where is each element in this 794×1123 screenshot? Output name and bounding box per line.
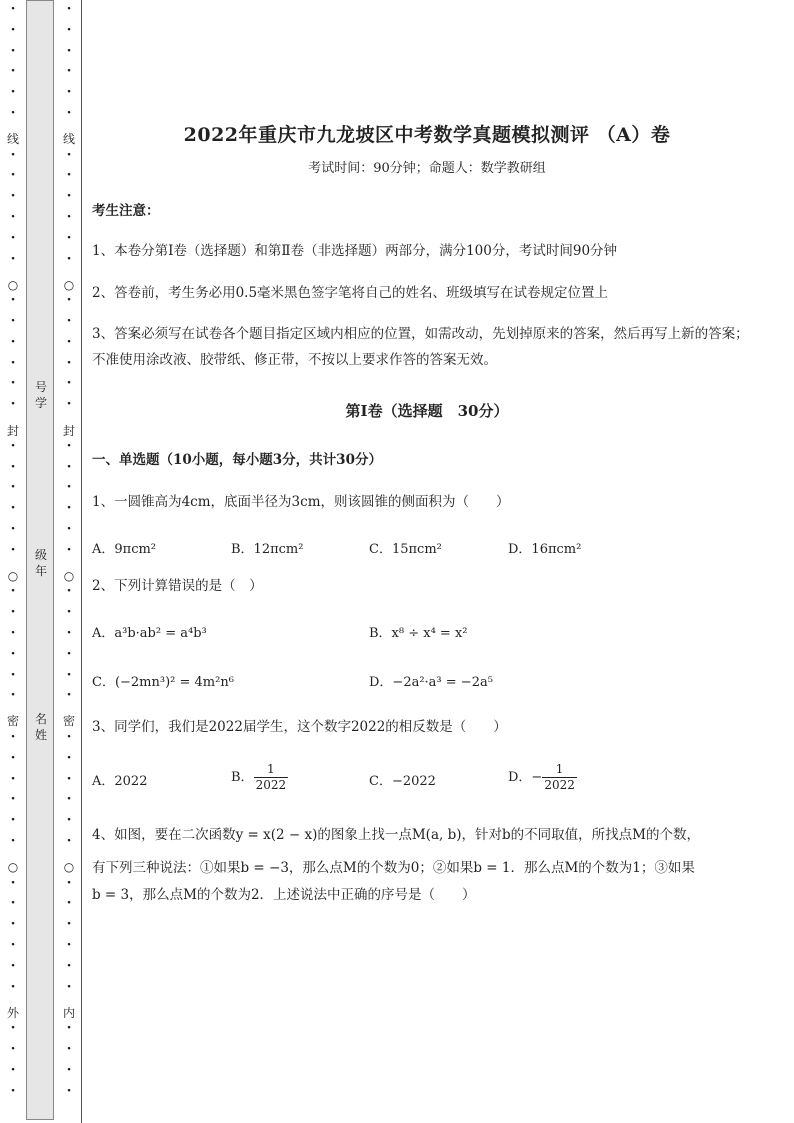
binding-dot: · (10, 874, 16, 891)
binding-dot: · (10, 229, 16, 246)
question-4-line-1: 4、如图，要在二次函数y = x(2 − x)的图象上找一点M(a, b)，针对b的不同取值，所找点M的个数， (92, 827, 700, 843)
binding-dot: · (10, 625, 16, 641)
binding-dot: · (66, 188, 72, 205)
binding-dot: · (66, 770, 72, 787)
binding-dot: · (10, 292, 16, 309)
binding-dot: · (66, 229, 72, 246)
binding-dot: · (10, 812, 16, 829)
binding-marker: ○ (63, 569, 75, 583)
q3-option-b (231, 762, 288, 793)
q1-option-b: B．12πcm² (231, 542, 304, 557)
fraction-denominator: 2022 (544, 778, 575, 792)
binding-marker: 封 (6, 424, 19, 438)
binding-dot: · (10, 354, 16, 371)
binding-dot: · (66, 812, 72, 829)
left-binding-margin (0, 0, 26, 1123)
binding-dot: · (66, 625, 72, 641)
binding-dot: · (10, 458, 16, 475)
question-3-stem: 3、同学们，我们是2022届学生，这个数字2022的相反数是（ ） (92, 719, 507, 735)
binding-dot: · (66, 292, 72, 309)
binding-dot: · (66, 375, 72, 392)
question-4-line-2: 有下列三种说法：①如果b = −3，那么点M的个数为0；②如果b = 1．那么点M的个数为1；③如果 (92, 860, 695, 876)
binding-dot: · (10, 687, 16, 704)
q2-option-c: C．(−2mn³)² = 4m²n⁶ (92, 675, 234, 690)
binding-dot: · (66, 729, 72, 745)
binding-dot: · (66, 749, 72, 766)
binding-dot: · (10, 521, 16, 537)
binding-dot: · (10, 209, 16, 225)
binding-dot: · (10, 1061, 16, 1078)
binding-dot: · (66, 895, 72, 912)
binding-dot: · (10, 604, 16, 621)
binding-dot: · (66, 209, 72, 225)
binding-dot: · (66, 645, 72, 662)
binding-dot: · (10, 437, 16, 454)
binding-dot: · (10, 1, 16, 17)
notice-item-2: 2、答卷前，考生务必用0.5毫米黑色签字笔将自己的姓名、班级填写在试卷规定位置上 (92, 285, 609, 301)
binding-dot: · (66, 458, 72, 475)
binding-dot: · (66, 916, 72, 933)
q2-option-a: A．a³b·ab² = a⁴b³ (92, 626, 207, 641)
binding-marker: 封 (62, 424, 75, 438)
binding-marker: ○ (7, 860, 19, 874)
q1-option-a: A．9πcm² (92, 542, 157, 557)
binding-dot: · (10, 583, 16, 600)
name-label: 名 姓 (34, 712, 47, 742)
binding-dot: · (10, 978, 16, 995)
q3-option-b-fraction (254, 762, 289, 793)
binding-dot: · (66, 146, 72, 163)
binding-dot: · (10, 396, 16, 413)
q3-option-d-label: D．− (508, 770, 543, 785)
binding-dot: · (66, 937, 72, 953)
binding-dot: · (10, 313, 16, 329)
student-number-label: 号 学 (34, 380, 47, 410)
notice-item-1: 1、本卷分第I卷（选择题）和第Ⅱ卷（非选择题）两部分，满分100分，考试时间90分钟 (92, 243, 618, 259)
binding-dot: · (10, 1041, 16, 1057)
q3-option-d (508, 762, 577, 793)
binding-dot: · (10, 375, 16, 392)
binding-dot: · (66, 396, 72, 413)
binding-dot: · (10, 84, 16, 101)
exam-subtitle: 考试时间：90分钟；命题人：数学教研组 (308, 161, 546, 176)
binding-marker: 线 (6, 132, 19, 146)
question-2-stem: 2、下列计算错误的是（ ） (92, 578, 263, 594)
question-4-line-3: b = 3，那么点M的个数为2．上述说法中正确的序号是（ ） (92, 887, 476, 903)
binding-dot: · (10, 500, 16, 517)
binding-dot: · (10, 42, 16, 59)
binding-dot: · (10, 666, 16, 683)
binding-dot: · (10, 833, 16, 849)
binding-marker: 密 (6, 714, 19, 728)
exam-title: 2022年重庆市九龙坡区中考数学真题模拟测评 （A）卷 (183, 124, 671, 146)
binding-dot: · (10, 895, 16, 912)
fraction-denominator: 2022 (255, 778, 287, 792)
binding-dot: · (66, 833, 72, 849)
binding-dot: · (10, 729, 16, 745)
binding-dot: · (66, 957, 72, 974)
binding-dot: · (66, 333, 72, 350)
binding-marker: ○ (63, 860, 75, 874)
binding-dot: · (66, 666, 72, 683)
binding-dot: · (10, 791, 16, 808)
binding-marker: ○ (7, 569, 19, 583)
binding-dot: · (10, 1020, 16, 1037)
binding-dot: · (66, 63, 72, 80)
q1-option-d: D．16πcm² (508, 542, 582, 557)
q3-option-d-fraction (542, 762, 577, 793)
q1-option-c: C．15πcm² (369, 542, 442, 557)
binding-dot: · (10, 957, 16, 974)
binding-dot: · (66, 1, 72, 17)
binding-dot: · (66, 42, 72, 59)
binding-dot: · (10, 63, 16, 80)
binding-dot: · (66, 354, 72, 371)
binding-dot: · (10, 937, 16, 953)
binding-dot: · (10, 916, 16, 933)
binding-dot: · (66, 1061, 72, 1078)
binding-dot: · (10, 770, 16, 787)
binding-dot: · (10, 749, 16, 766)
binding-dot: · (66, 583, 72, 600)
binding-dot: · (66, 978, 72, 995)
fraction-numerator: 1 (254, 762, 289, 778)
notice-heading: 考生注意： (92, 203, 160, 219)
binding-dot: · (66, 437, 72, 454)
binding-marker: 外 (6, 1006, 19, 1020)
binding-dot: · (10, 146, 16, 163)
question-1-stem: 1、一圆锥高为4cm，底面半径为3cm，则该圆锥的侧面积为（ ） (92, 494, 510, 510)
binding-dot: · (10, 167, 16, 184)
binding-dot: · (66, 687, 72, 704)
binding-dot: · (10, 1082, 16, 1099)
part-title: 第I卷（选择题 30分） (345, 402, 509, 420)
q2-option-b: B．x⁸ ÷ x⁴ = x² (369, 626, 468, 641)
q3-option-b-label: B． (231, 770, 254, 785)
binding-dot: · (66, 21, 72, 38)
binding-marker: ○ (63, 278, 75, 292)
binding-dot: · (66, 1082, 72, 1099)
binding-dot: · (66, 500, 72, 517)
binding-dot: · (66, 521, 72, 537)
binding-marker: ○ (7, 278, 19, 292)
binding-dot: · (66, 84, 72, 101)
binding-dot: · (10, 479, 16, 496)
binding-marker: 内 (62, 1006, 75, 1020)
binding-dot: · (66, 874, 72, 891)
binding-dot: · (66, 604, 72, 621)
binding-dot: · (66, 105, 72, 121)
binding-strip (26, 0, 54, 1120)
binding-dot: · (66, 313, 72, 329)
binding-dot: · (10, 541, 16, 558)
binding-dot: · (66, 167, 72, 184)
binding-dot: · (10, 188, 16, 205)
binding-dot: · (66, 479, 72, 496)
fraction-numerator: 1 (542, 762, 577, 778)
binding-marker: 密 (62, 714, 75, 728)
q3-option-a: A．2022 (92, 774, 148, 789)
binding-dot: · (66, 1020, 72, 1037)
q3-option-c: C．−2022 (369, 774, 436, 789)
section-heading: 一、单选题（10小题，每小题3分，共计30分） (92, 452, 382, 468)
right-binding-margin (56, 0, 82, 1123)
binding-dot: · (10, 645, 16, 662)
binding-dot: · (66, 1041, 72, 1057)
binding-dot: · (10, 250, 16, 267)
binding-dot: · (10, 105, 16, 121)
binding-dot: · (66, 791, 72, 808)
binding-marker: 线 (62, 132, 75, 146)
q2-option-d: D．−2a²·a³ = −2a⁵ (369, 675, 493, 690)
binding-dot: · (66, 541, 72, 558)
binding-dot: · (10, 333, 16, 350)
notice-item-3: 3、答案必须写在试卷各个题目指定区域内相应的位置，如需改动，先划掉原来的答案，然后再写上新的答案；不准使用涂改液、胶带纸、修正带，不按以上要求作答的答案无效。 (92, 326, 749, 368)
binding-dot: · (66, 250, 72, 267)
grade-label: 级 年 (34, 548, 47, 578)
binding-dot: · (10, 21, 16, 38)
